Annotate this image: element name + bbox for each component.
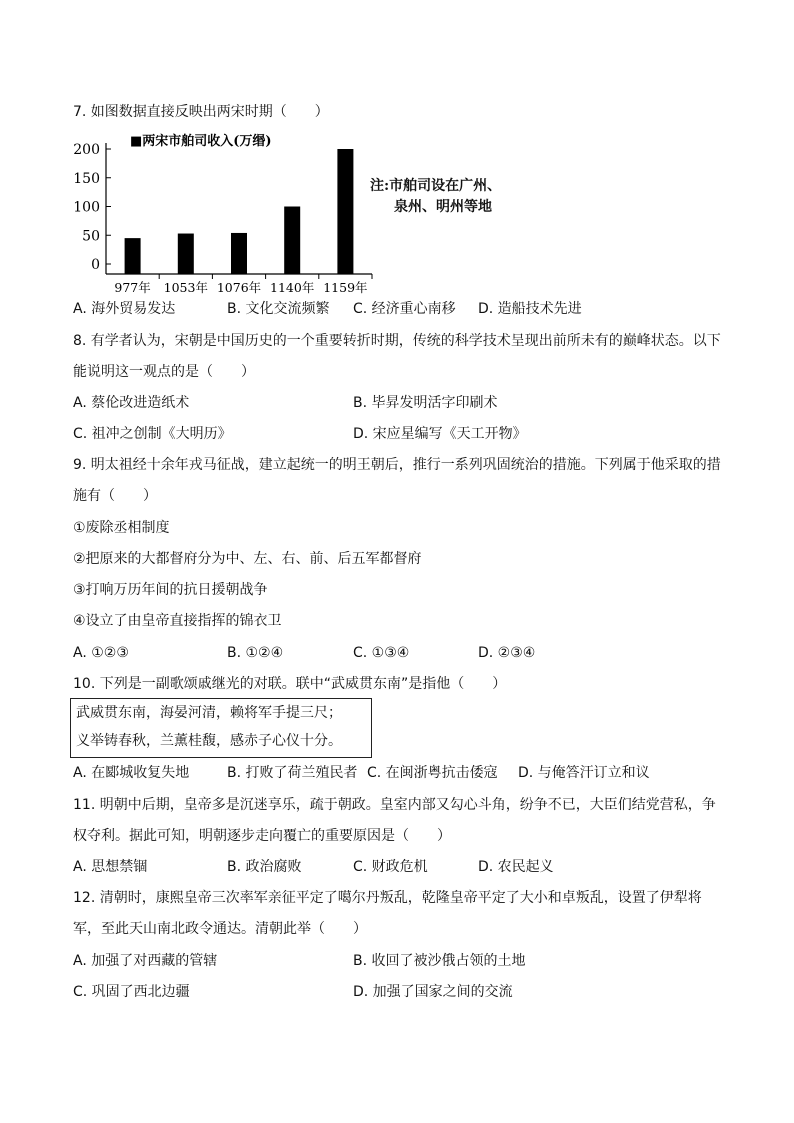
chart-note-line1: 注:市舶司设在广州、 bbox=[370, 178, 502, 194]
q9-option-b[interactable]: B. ①②④ bbox=[227, 645, 284, 661]
y-tick-label-2: 100 bbox=[73, 199, 100, 216]
q10-option-a[interactable]: A. 在郾城收复失地 bbox=[73, 765, 190, 781]
q9-option-a[interactable]: A. ①②③ bbox=[73, 645, 129, 661]
q12-stem-line1: 12. 清朝时，康熙皇帝三次率军亲征平定了噶尔丹叛乱，乾隆皇帝平定了大小和卓叛乱，设置了伊犁将 bbox=[73, 890, 702, 906]
q8-stem-line1: 8. 有学者认为，宋朝是中国历史的一个重要转折时期，传统的科学技术呈现出前所未有的巅峰状态。以下 bbox=[73, 333, 721, 349]
revenue-bar-chart bbox=[70, 128, 380, 298]
q11-stem-line1: 11. 明朝中后期，皇帝多是沉迷享乐，疏于朝政。皇室内部又勾心斗角，纷争不已，大臣们结党营私，争 bbox=[73, 797, 716, 813]
q12-stem-line2: 军，至此天山南北政令通达。清朝此举（ ） bbox=[73, 921, 367, 937]
q12-option-a[interactable]: A. 加强了对西藏的管辖 bbox=[73, 953, 218, 969]
q8-option-a[interactable]: A. 蔡伦改进造纸术 bbox=[73, 395, 190, 411]
q7-option-a[interactable]: A. 海外贸易发达 bbox=[73, 301, 176, 317]
bar-3 bbox=[284, 207, 300, 275]
q9-item-1: ①废除丞相制度 bbox=[73, 520, 170, 536]
q11-option-d[interactable]: D. 农民起义 bbox=[478, 859, 554, 875]
couplet-line-2: 义举铸春秋，兰薰桂馥，感赤子心仪十分。 bbox=[76, 733, 342, 749]
q8-option-b[interactable]: B. 毕昇发明活字印刷术 bbox=[353, 395, 498, 411]
chart-svg bbox=[70, 128, 380, 298]
q9-item-3: ③打响万历年间的抗日援朝战争 bbox=[73, 582, 268, 598]
x-tick-label-3: 1140年 bbox=[270, 280, 315, 295]
q9-item-4: ④设立了由皇帝直接指挥的锦衣卫 bbox=[73, 613, 282, 629]
chart-note-line2: 泉州、明州等地 bbox=[394, 199, 492, 215]
bar-1 bbox=[178, 234, 194, 274]
q7-stem: 7. 如图数据直接反映出两宋时期（ ） bbox=[73, 104, 329, 120]
q11-option-a[interactable]: A. 思想禁锢 bbox=[73, 859, 148, 875]
couplet-box bbox=[70, 698, 372, 758]
q9-item-2: ②把原来的大都督府分为中、左、右、前、后五军都督府 bbox=[73, 551, 422, 567]
x-tick-label-2: 1076年 bbox=[216, 280, 262, 295]
q12-option-d[interactable]: D. 加强了国家之间的交流 bbox=[353, 984, 513, 1000]
q7-option-c[interactable]: C. 经济重心南移 bbox=[353, 301, 456, 317]
q9-option-c[interactable]: C. ①③④ bbox=[353, 645, 410, 661]
q10-option-d[interactable]: D. 与俺答汗订立和议 bbox=[518, 765, 650, 781]
bar-2 bbox=[231, 233, 247, 274]
chart-note bbox=[370, 176, 540, 218]
x-tick-label-1: 1053年 bbox=[163, 280, 208, 295]
q10-stem: 10. 下列是一副歌颂戚继光的对联。联中“武威贯东南”是指他（ ） bbox=[73, 676, 507, 692]
x-tick-label-4: 1159年 bbox=[323, 280, 368, 295]
q9-stem-line1: 9. 明太祖经十余年戎马征战，建立起统一的明王朝后，推行一系列巩固统治的措施。下列属于他采取的措 bbox=[73, 457, 721, 473]
q7-option-b[interactable]: B. 文化交流频繁 bbox=[227, 301, 330, 317]
y-tick-label-1: 50 bbox=[82, 228, 100, 245]
q8-option-d[interactable]: D. 宋应星编写《天工开物》 bbox=[353, 426, 527, 442]
y-tick-label-4: 200 bbox=[73, 142, 100, 158]
q9-stem-line2: 施有（ ） bbox=[73, 488, 157, 504]
q7-option-d[interactable]: D. 造船技术先进 bbox=[478, 301, 582, 317]
y-tick-label-3: 150 bbox=[73, 170, 100, 187]
q12-option-b[interactable]: B. 收回了被沙俄占领的土地 bbox=[353, 953, 526, 969]
q9-option-d[interactable]: D. ②③④ bbox=[478, 645, 536, 661]
couplet-line-1: 武威贯东南，海晏河清，赖将军手提三尺； bbox=[76, 705, 342, 721]
q11-option-b[interactable]: B. 政治腐败 bbox=[227, 859, 302, 875]
q11-option-c[interactable]: C. 财政危机 bbox=[353, 859, 428, 875]
y-tick-label-0: 0 bbox=[91, 257, 100, 273]
bar-4 bbox=[337, 149, 353, 274]
q8-option-c[interactable]: C. 祖冲之创制《大明历》 bbox=[73, 426, 232, 442]
q12-option-c[interactable]: C. 巩固了西北边疆 bbox=[73, 984, 190, 1000]
q8-stem-line2: 能说明这一观点的是（ ） bbox=[73, 364, 255, 380]
chart-title: ■两宋市舶司收入(万缗) bbox=[130, 134, 272, 149]
q10-option-c[interactable]: C. 在闽浙粤抗击倭寇 bbox=[367, 765, 498, 781]
q11-stem-line2: 权夺利。据此可知，明朝逐步走向覆亡的重要原因是（ ） bbox=[73, 828, 451, 844]
bar-0 bbox=[125, 238, 141, 274]
q10-option-b[interactable]: B. 打败了荷兰殖民者 bbox=[227, 765, 358, 781]
x-tick-label-0: 977年 bbox=[114, 280, 151, 295]
